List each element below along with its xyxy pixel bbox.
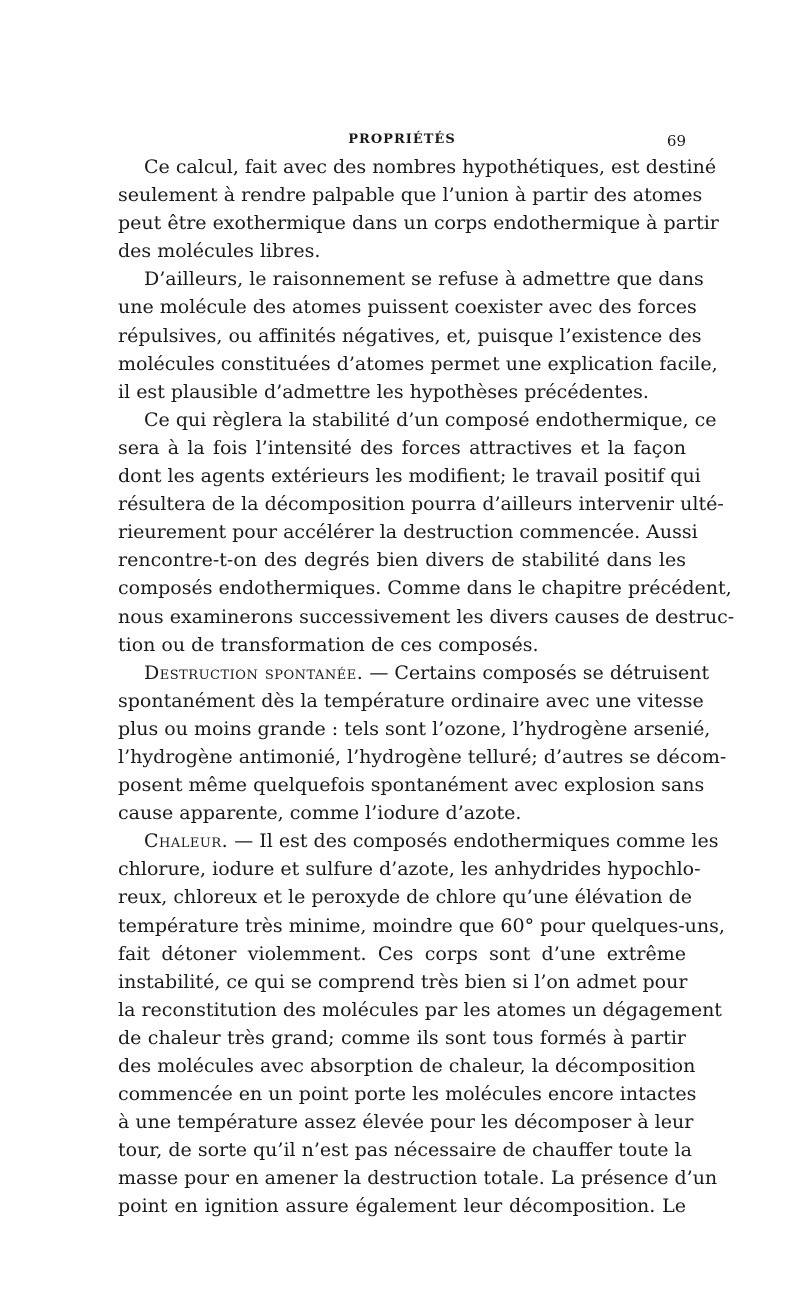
text-line: tour, de sorte qu’il n’est pas nécessaire de chauffer toute la [118,1139,692,1162]
text-line: sera à la fois l’intensité des forces attractives et la façon [118,436,686,459]
text-line: Ce qui règlera la stabilité d’un composé endothermique, ce [144,408,717,431]
text-line [118,827,719,855]
text-line: des molécules libres. [118,240,321,263]
text-line: composés endothermiques. Comme dans le chapitre précédent, [118,577,732,600]
text-line: répulsives, ou affinités négatives, et, puisque l’existence des [118,324,702,347]
text-line: il est plausible d’admettre les hypothèses précédentes. [118,380,649,403]
text-line: point en ignition assure également leur décomposition. Le [118,1195,686,1218]
text-line-rest: — Certains composés se détruisent [369,661,710,684]
text-line: cause apparente, comme l’iodure d’azote. [118,802,522,825]
text-line: tion ou de transformation de ces composés. [118,633,539,656]
text-line: D’ailleurs, le raisonnement se refuse à admettre que dans [144,268,704,291]
text-line: à une température assez élevée pour les décomposer à leur [118,1111,694,1134]
text-line: température très minime, moindre que 60° pour quelques-uns, [118,914,725,937]
text-line: masse pour en amener la destruction totale. La présence d’un [118,1167,718,1190]
text-line: peut être exothermique dans un corps endothermique à partir [118,212,719,235]
text-line: Ce calcul, fait avec des nombres hypothétiques, est destiné [144,156,717,178]
text-line: seulement à rendre palpable que l’union à partir des atomes [118,184,703,207]
text-line: l’hydrogène antimonié, l’hydrogène telluré; d’autres se décom- [118,745,727,768]
text-line: une molécule des atomes puissent coexister avec des forces [118,296,697,319]
text-line: posent même quelquefois spontanément avec explosion sans [118,774,705,797]
text-line: nous examinerons successivement les divers causes de destruc- [118,605,735,628]
page-number: 69 [666,132,686,150]
text-line: fait détoner violemment. Ces corps sont d’une extrême [118,942,686,965]
text-line: résultera de la décomposition pourra d’ailleurs intervenir ulté- [118,493,724,516]
text-line-rest: — Il est des composés endothermiques comme les [234,830,719,853]
section-heading-destruction-spontanee: Destruction spontanée. [144,661,364,684]
text-line: molécules constituées d’atomes permet une explication facile, [118,352,718,375]
text-line [118,659,710,687]
text-line: la reconstitution des molécules par les atomes un dégagement [118,998,722,1021]
section-heading-chaleur: Chaleur. [144,830,229,853]
text-line: rieurement pour accélérer la destruction commencée. Aussi [118,521,698,544]
text-line: de chaleur très grand; comme ils sont tous formés à partir [118,1026,686,1049]
text-line: dont les agents extérieurs les modifient; le travail positif qui [118,465,701,488]
running-title: PROPRIÉTÉS [348,132,456,147]
text-line: plus ou moins grande : tels sont l’ozone, l’hydrogène arsenié, [118,717,711,740]
body-text [118,153,735,1221]
text-line: spontanément dès la température ordinaire avec une vitesse [118,689,704,712]
text-line: chlorure, iodure et sulfure d’azote, les anhydrides hypochlo- [118,858,701,881]
text-line: des molécules avec absorption de chaleur, la décomposition [118,1055,696,1077]
text-line: rencontre-t-on des degrés bien divers de stabilité dans les [118,549,686,572]
text-line: reux, chloreux et le peroxyde de chlore qu’une élévation de [118,886,693,909]
text-line: commencée en un point porte les molécules encore intactes [118,1083,697,1106]
text-line: instabilité, ce qui se comprend très bien si l’on admet pour [118,970,688,993]
